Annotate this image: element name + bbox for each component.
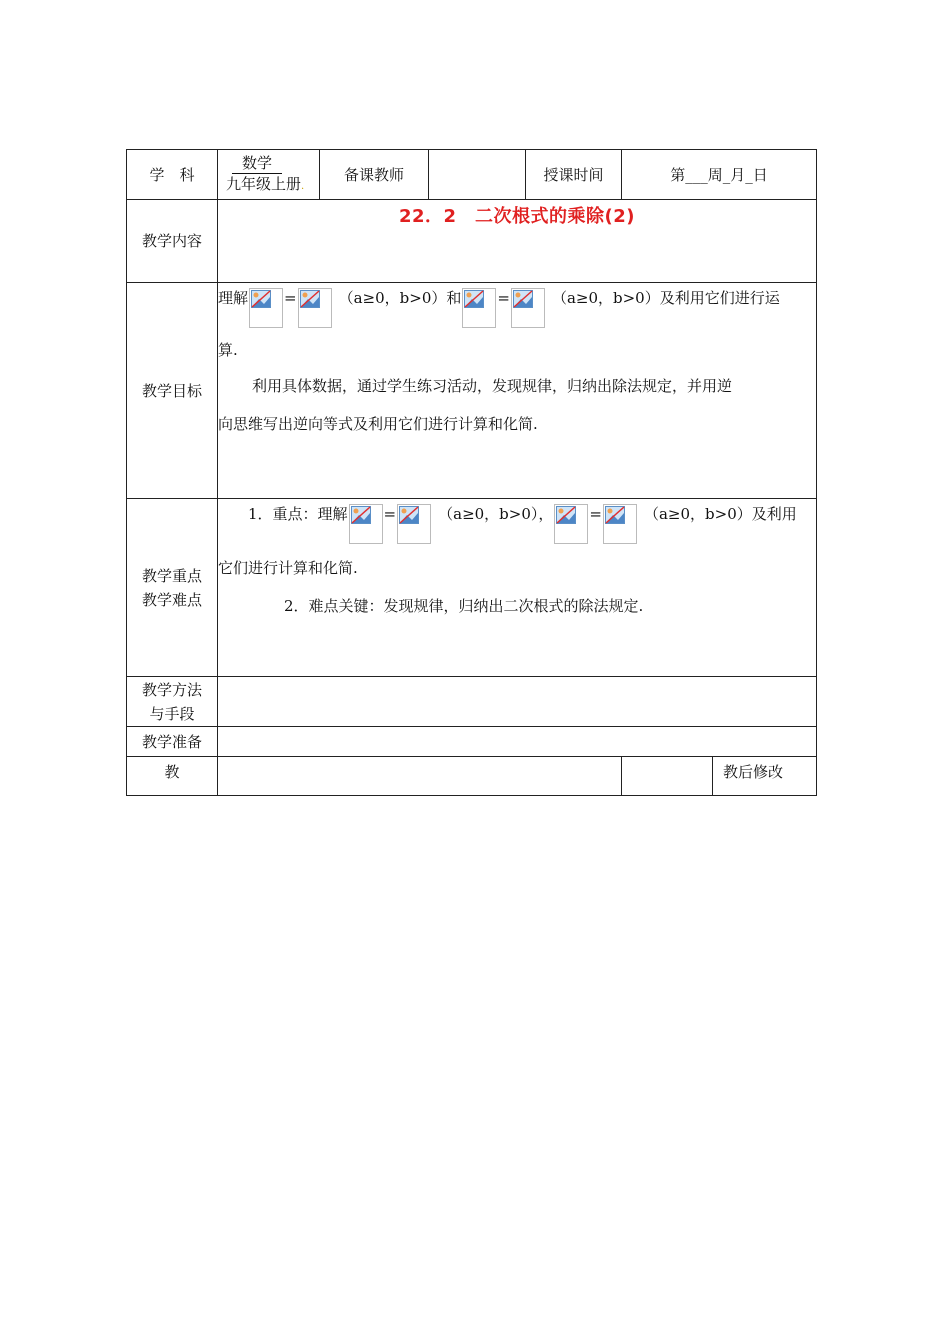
lesson-plan-table — [126, 149, 817, 796]
methods-value — [218, 677, 817, 727]
content-label: 教学内容 — [127, 200, 218, 283]
image-placeholder-icon — [349, 504, 383, 544]
image-placeholder-icon — [554, 504, 588, 544]
subject-value: 数学 — [232, 153, 282, 174]
keypoints-line-3: 2．难点关键：发现规律，归纳出二次根式的除法规定. — [284, 597, 644, 615]
prep-label: 教学准备 — [127, 727, 218, 757]
image-placeholder-icon — [249, 288, 283, 328]
keypoints-condition-2: （a≥0，b>0）及利用 — [643, 505, 797, 523]
goals-cell — [218, 283, 817, 499]
header-row — [127, 150, 817, 200]
equals-sign: = — [284, 289, 297, 307]
keypoints-label-cell — [127, 499, 218, 677]
methods-label: 教学方法 — [141, 680, 202, 699]
goals-row — [127, 283, 817, 499]
content-cell — [218, 200, 817, 283]
keypoints-line-1 — [218, 504, 816, 546]
bottom-label: 教 — [127, 757, 218, 796]
goals-condition-1: （a≥0，b>0）和 — [338, 289, 462, 307]
subject-sub: 九年级上册 — [226, 174, 302, 193]
prep-value — [218, 727, 817, 757]
goals-line-4: 向思维写出逆向等式及利用它们进行计算和化简. — [218, 415, 538, 433]
teacher-value — [429, 150, 526, 200]
lesson-title: 22．2 二次根式的乘除(2) — [398, 206, 636, 227]
goals-line-2: 算. — [218, 341, 238, 359]
dot-mark: . — [301, 180, 305, 192]
methods-label-cell — [127, 677, 218, 727]
goals-line-1 — [218, 288, 816, 330]
subject-label: 学 科 — [127, 150, 218, 200]
content-row — [127, 200, 817, 283]
methods-label-2: 与手段 — [149, 704, 195, 723]
equals-sign: = — [589, 505, 602, 523]
image-placeholder-icon — [511, 288, 545, 328]
keypoints-condition-1: （a≥0，b>0）， — [438, 505, 554, 523]
image-placeholder-icon — [298, 288, 332, 328]
bottom-row — [127, 757, 817, 796]
methods-row — [127, 677, 817, 727]
difficulty-label: 教学难点 — [141, 590, 202, 609]
revise-label-cell — [622, 757, 817, 796]
bottom-spacer — [622, 757, 713, 795]
keypoints-label: 教学重点 — [141, 566, 202, 585]
prep-row — [127, 727, 817, 757]
goals-label: 教学目标 — [127, 283, 218, 499]
image-placeholder-icon — [397, 504, 431, 544]
revise-label: 教后修改 — [723, 763, 784, 781]
goals-line-3: 利用具体数据，通过学生练习活动，发现规律，归纳出除法规定，并用逆 — [252, 377, 733, 395]
goals-text-understand: 理解 — [218, 289, 249, 307]
image-placeholder-icon — [462, 288, 496, 328]
teacher-label: 备课教师 — [320, 150, 429, 200]
equals-sign: = — [383, 505, 397, 523]
goals-condition-2: （a≥0，b>0）及利用它们进行运 — [551, 289, 780, 307]
time-value: 第___周_月_日 — [622, 150, 817, 200]
equals-sign: = — [497, 289, 510, 307]
time-label: 授课时间 — [526, 150, 622, 200]
subject-cell — [218, 150, 320, 200]
bottom-value — [218, 757, 622, 796]
keypoints-row — [127, 499, 817, 677]
keypoints-line-2: 它们进行计算和化简. — [218, 559, 358, 577]
keypoints-cell — [218, 499, 817, 677]
keypoints-text-1: 1．重点：理解 — [248, 505, 348, 523]
image-placeholder-icon — [603, 504, 637, 544]
